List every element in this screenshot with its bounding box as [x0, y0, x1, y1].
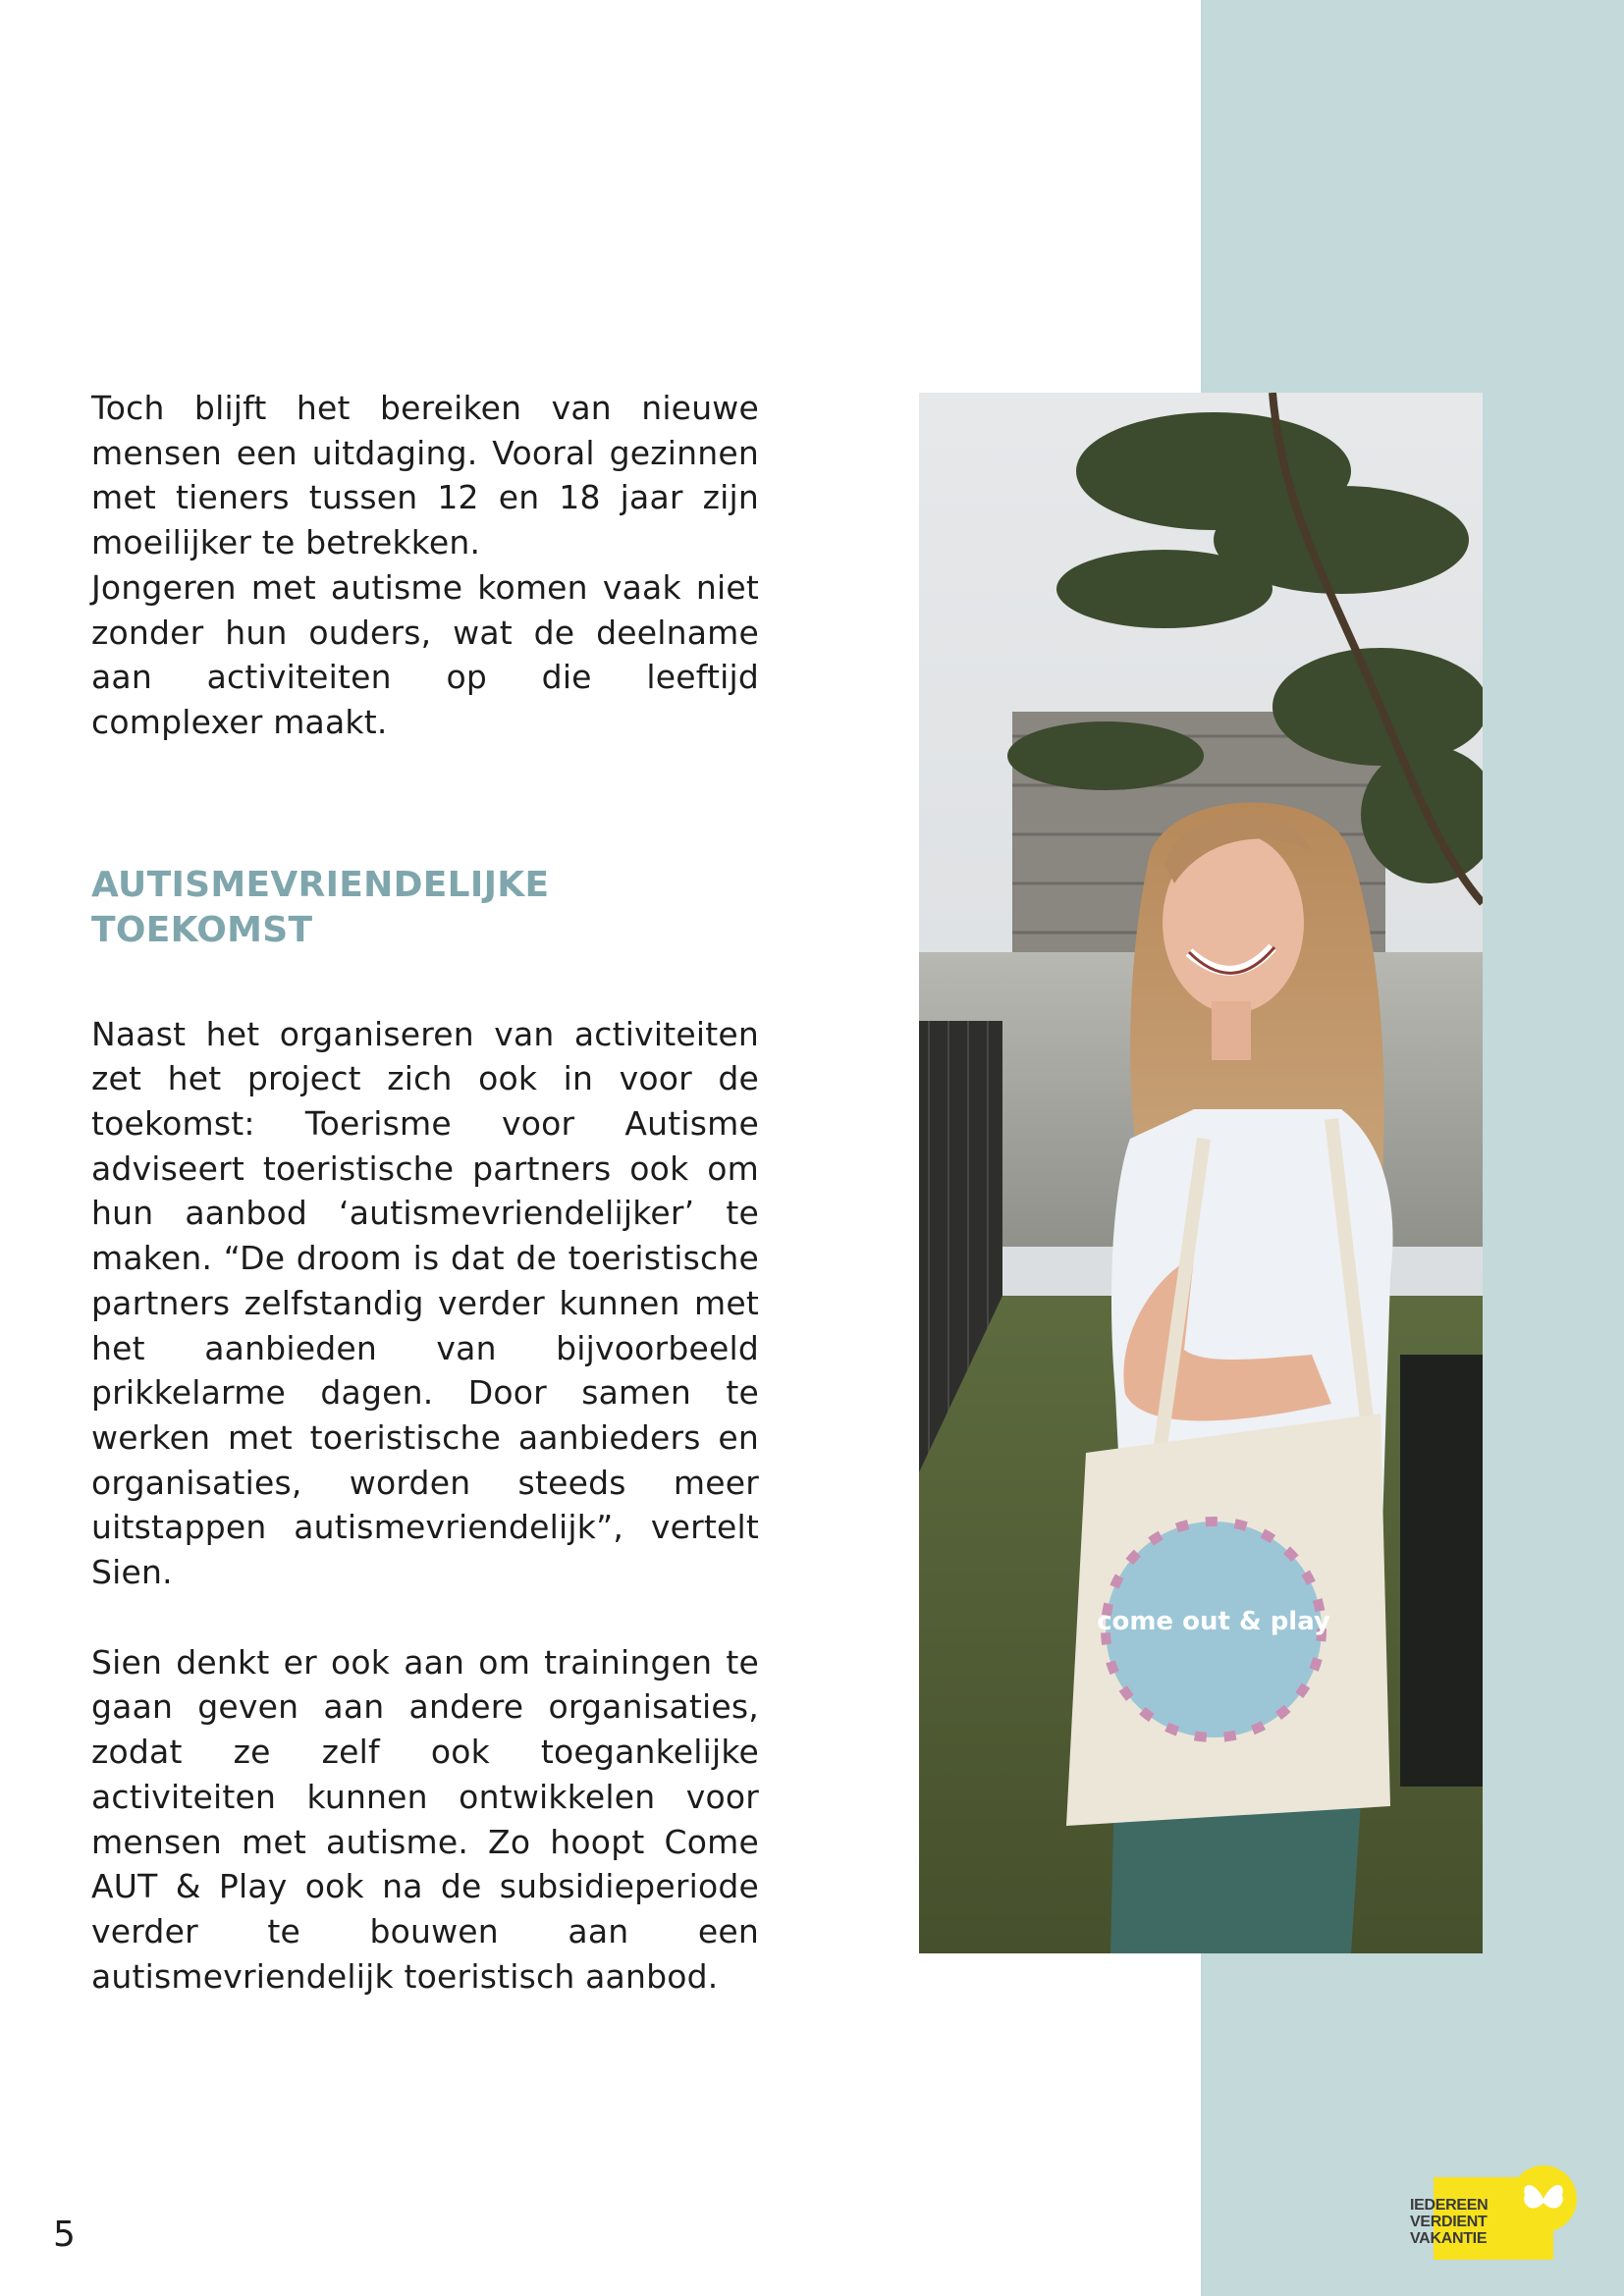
logo-wordmark	[1410, 2197, 1488, 2247]
paragraph-youth: Jongeren met autisme komen vaak niet zonder hun ouders, wat de deelname aan activiteiten op die leeftijd complexer maakt.	[91, 567, 759, 741]
paragraph-trainings: Sien denkt er ook aan om trainingen te gaan geven aan andere organisaties, zodat ze zelf ook toegankelijke activiteiten kunnen ontwikkelen voor mensen met autisme. Zo hoopt Come AUT & Play ook na de subsidieperiode verder te bouwen aan een autismevriendelijk toeristisch aanbod.	[91, 1642, 759, 1996]
page-number: 5	[53, 2215, 76, 2255]
iedereen-verdient-vakantie-logo	[1404, 2160, 1581, 2268]
article-text-column	[91, 386, 759, 1999]
logo-line-3: VAKANTIE	[1410, 2230, 1488, 2247]
bag-print-text: come out & play	[1097, 1607, 1330, 1636]
logo-line-1: IEDEREEN	[1410, 2197, 1489, 2214]
paragraph-future: Naast het organiseren van activiteiten zet het project zich ook in voor de toekomst: Toerisme voor Autisme adviseert toeristische partners ook om hun aanbod ‘autismevriendelijker’ te maken. “De droom is dat de toeristische partners zelfstandig verder kunnen met het aanbieden van bijvoorbeeld prikkelarme dagen. Door samen te werken met toeristische aanbieders en organisaties, worden steeds meer uitstappen autismevriendelijk”, vertelt Sien.	[91, 1014, 759, 1592]
section-heading: AUTISMEVRIENDELIJKE TOEKOMST	[91, 864, 550, 950]
butterfly-icon	[1510, 2165, 1577, 2232]
portrait-photo	[919, 393, 1483, 1953]
paragraph-intro: Toch blijft het bereiken van nieuwe mensen een uitdaging. Vooral gezinnen met tieners tussen 12 en 18 jaar zijn moeilijker te betrekken.	[91, 389, 759, 562]
logo-line-2: VERDIENT	[1410, 2214, 1488, 2230]
